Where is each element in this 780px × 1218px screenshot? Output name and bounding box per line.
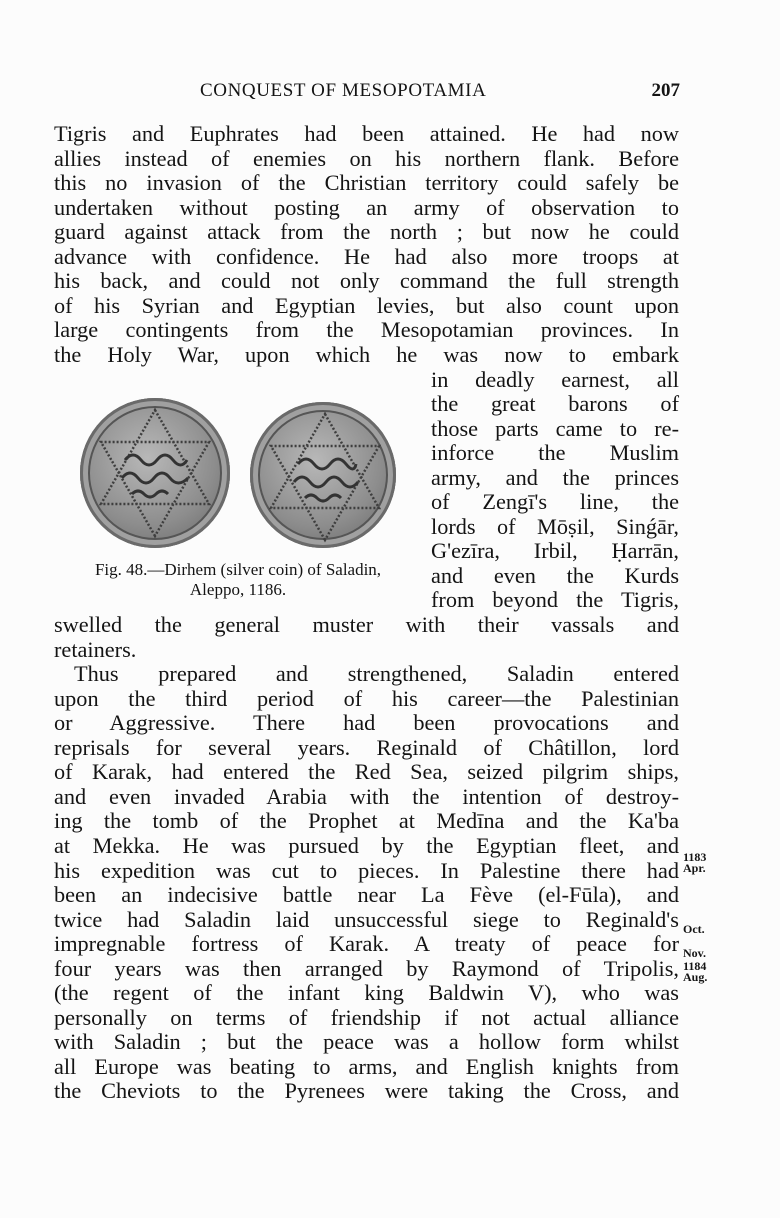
text-line: large contingents from the Mesopotamian provinces. In: [54, 317, 679, 343]
margin-date-1184: [683, 961, 707, 983]
text-line: allies instead of enemies on his northern flank. Before: [54, 145, 679, 171]
text-line: his back, and could not only command the full strength: [54, 268, 679, 294]
text-line: the Cheviots to the Pyrenees were taking the Cross, and: [54, 1078, 679, 1104]
text-line: impregnable fortress of Karak. A treaty of peace for: [54, 931, 679, 957]
figure-caption: [54, 560, 422, 600]
text-line: twice had Saladin laid unsuccessful siege to Reginald's: [54, 906, 679, 932]
text-line: of Karak, had entered the Red Sea, seized pilgrim ships,: [54, 759, 679, 785]
coin-reverse-image: [250, 402, 396, 548]
text-line: of Zengī's line, the: [431, 489, 679, 515]
text-line: ing the tomb of the Prophet at Medīna and the Ka'ba: [54, 808, 679, 834]
text-line: been an indecisive battle near La Fève (el-Fūla), and: [54, 882, 679, 908]
margin-month-nov: Nov.: [683, 946, 707, 960]
text-line: and even the Kurds: [431, 562, 679, 588]
margin-month: Aug.: [683, 970, 708, 984]
text-line: undertaken without posting an army of observation to: [54, 194, 679, 220]
text-line: of his Syrian and Egyptian levies, but also count upon: [54, 292, 679, 318]
text-line: upon the third period of his career—the Palestinian: [54, 685, 679, 711]
text-line: four years was then arranged by Raymond of Tripolis,: [54, 955, 679, 981]
text-line: inforce the Muslim: [431, 440, 679, 466]
text-line: guard against attack from the north ; but now he could: [54, 219, 679, 245]
text-line: with Saladin ; but the peace was a hollow form whilst: [54, 1029, 679, 1055]
text-line: his expedition was cut to pieces. In Palestine there had: [54, 857, 679, 883]
text-line: Thus prepared and strengthened, Saladin entered: [74, 661, 679, 687]
text-line: all Europe was beating to arms, and English knights from: [54, 1053, 679, 1079]
text-line: those parts came to re-: [431, 415, 679, 441]
text-line: advance with confidence. He had also more troops at: [54, 243, 679, 269]
text-line: the great barons of: [431, 391, 679, 417]
text-line: and even invaded Arabia with the intention of destroy-: [54, 783, 679, 809]
text-line: swelled the general muster with their vassals and: [54, 612, 679, 637]
text-line: retainers.: [54, 636, 137, 662]
text-line: G'ezīra, Irbil, Ḥarrān,: [431, 538, 679, 564]
coin-obverse-image: [80, 398, 230, 548]
margin-month: Apr.: [683, 861, 706, 875]
running-title: CONQUEST OF MESOPOTAMIA: [200, 80, 487, 101]
text-line: this no invasion of the Christian territory could safely be: [54, 170, 679, 196]
text-line: or Aggressive. There had been provocations and: [54, 710, 679, 736]
text-line: the Holy War, upon which he was now to embark: [54, 341, 679, 367]
text-line: personally on terms of friendship if not actual alliance: [54, 1004, 679, 1030]
margin-month-oct: Oct.: [683, 922, 705, 936]
caption-line: Fig. 48.—Dirhem (silver coin) of Saladin,: [94, 560, 382, 579]
page-header: [200, 80, 680, 106]
text-line: army, and the princes: [431, 464, 679, 490]
margin-year: 1183: [683, 850, 707, 864]
page-number: 207: [651, 80, 680, 101]
text-line: Tigris and Euphrates had been attained. He had now: [54, 121, 679, 146]
text-line: (the regent of the infant king Baldwin V), who was: [54, 980, 679, 1006]
margin-date-1183: [683, 852, 706, 874]
text-line: lords of Mōṣil, Sinǵār,: [431, 513, 679, 539]
margin-year: 1184: [683, 959, 707, 973]
text-line: at Mekka. He was pursued by the Egyptian fleet, and: [54, 832, 679, 858]
text-line: from beyond the Tigris,: [431, 587, 679, 613]
text-line: reprisals for several years. Reginald of Châtillon, lord: [54, 734, 679, 760]
figure-coins: [70, 390, 420, 560]
text-line: in deadly earnest, all: [431, 366, 679, 392]
caption-line: Aleppo, 1186.: [189, 580, 287, 599]
